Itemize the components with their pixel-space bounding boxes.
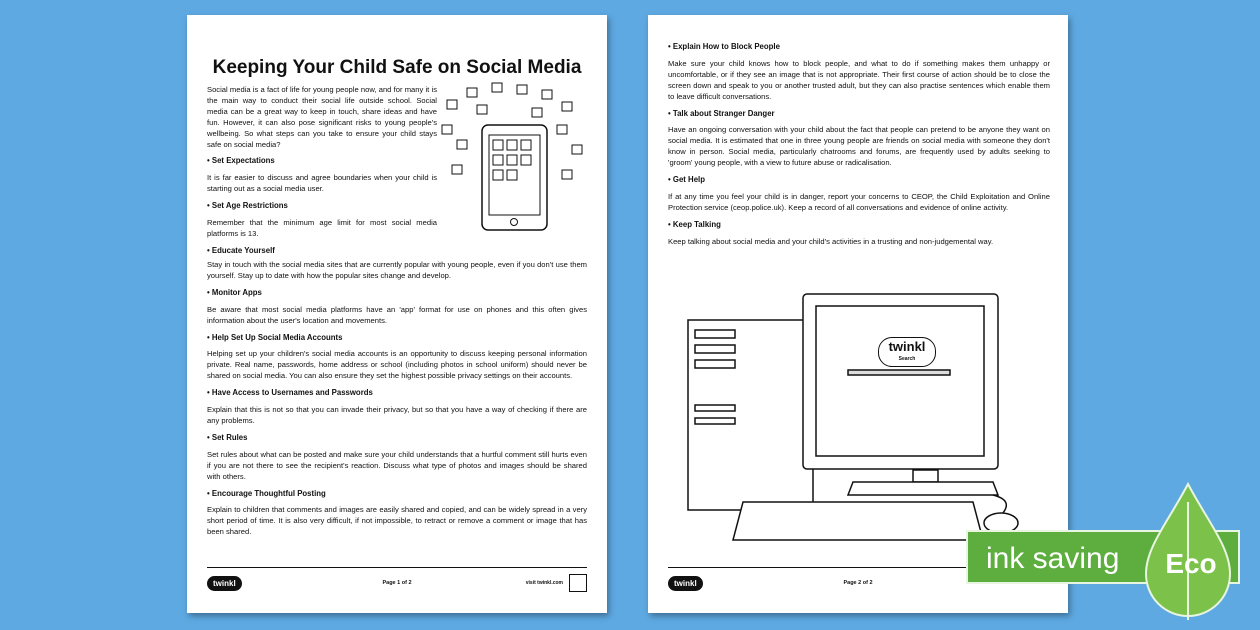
- section-heading: • Educate Yourself: [207, 245, 275, 255]
- footer-url[interactable]: visit twinkl.com: [525, 580, 563, 586]
- page-footer: [207, 567, 587, 597]
- ink-saving-label: ink saving: [986, 542, 1120, 575]
- screen-logo-sub: Search: [898, 356, 916, 362]
- section-heading: • Get Help: [668, 175, 705, 185]
- section-heading: • Set Age Restrictions: [207, 201, 288, 211]
- section-body: Explain to children that comments and images are easily shared and copied, and can be widely spread in a very short period of time. It is also very difficult, if not impossible, to retract or remove a comment or image that has been shared.: [207, 505, 587, 537]
- section-body: Remember that the minimum age limit for most social media platforms is 13.: [207, 218, 437, 238]
- section-body: It is far easier to discuss and agree boundaries when your child is starting out as a social media user.: [207, 173, 437, 194]
- computer-illustration: [683, 290, 1033, 550]
- section-heading: • Set Rules: [207, 432, 248, 442]
- section-heading: • Help Set Up Social Media Accounts: [207, 332, 343, 342]
- section-body: If at any time you feel your child is in danger, report your concerns to CEOP, the Child Exploitation and Online Protection service (ceop.police.uk). Keep a record of all conversations and evidence of online activity.: [668, 191, 1050, 212]
- page-1: [187, 15, 607, 613]
- page-title: Keeping Your Child Safe on Social Media: [212, 57, 582, 78]
- page-number: Page 2 of 2: [843, 580, 873, 586]
- section-body: Helping set up your children's social media accounts is an opportunity to discuss keeping personal information private. Real name, passwords, home address or school (including photos in school uniform) should never be shared on social media. You can also ensure they set the highest possible privacy settings on their accounts.: [207, 349, 587, 381]
- section-heading: • Set Expectations: [207, 156, 275, 166]
- section-heading: • Keep Talking: [668, 219, 721, 229]
- intro-text: Social media is a fact of life for young people now, and for many it is the main way to conduct their social life outside school. Social media can be a great way to keep in touch, share ideas and have fun. However, it can also pose significant risks to young people's wellbeing. So what steps can you take to ensure your child stays safe on social media?: [207, 85, 437, 149]
- section-heading: • Encourage Thoughtful Posting: [207, 488, 326, 498]
- section-body: Make sure your child knows how to block people, and what to do if something makes them unhappy or uncomfortable, or if they see an image that is not appropriate. Their first course of action should be to close the screen down and speak to you or another trusted adult, but they can also practise sentences which enable them to leave difficult conversations.: [668, 58, 1050, 101]
- section-body: Keep talking about social media and your child's activities in a trusting and non-judgemental way.: [668, 236, 994, 246]
- twinkl-logo: twinkl: [207, 576, 242, 591]
- section-heading: • Explain How to Block People: [668, 42, 780, 51]
- quality-badge-icon: [569, 574, 587, 592]
- section-body: Explain that this is not so that you can invade their privacy, but so that you have a way of checking if there are any problems.: [207, 405, 587, 425]
- page-2: [648, 15, 1068, 613]
- tablet-illustration: [437, 80, 592, 240]
- section-body: Stay in touch with the social media sites that are currently popular with young people, even if you don't use them yourself. Stay up to date with how the popular sites change and develop.: [207, 260, 587, 280]
- page-number: Page 1 of 2: [382, 580, 412, 586]
- screen-search-logo: [878, 337, 936, 367]
- twinkl-logo: twinkl: [668, 576, 703, 591]
- section-body: Have an ongoing conversation with your child about the fact that people can pretend to be anyone they want on social media. It is estimated that one in three young people are friends on social media with someone they don't know in person. Social media, particularly chatrooms and forums, are frequently used by adults seeking to 'groom' young people, with a view to future abuse or radicalisation.: [668, 125, 1050, 168]
- eco-label: Eco: [1165, 548, 1217, 579]
- section-body: Set rules about what can be posted and make sure your child understands that a hurtful comment still hurts even if you are not there to see the recipient's reaction. Discuss what type of photos and images should be shared with others.: [207, 449, 587, 481]
- screen-logo-text: twinkl: [888, 339, 926, 354]
- eco-drop-badge: [1138, 482, 1238, 622]
- section-body: Be aware that most social media platforms have an 'app' format for use on phones and this often gives information about the user's location and movements.: [207, 304, 587, 325]
- section-heading: • Talk about Stranger Danger: [668, 108, 775, 118]
- section-heading: • Have Access to Usernames and Passwords: [207, 388, 373, 398]
- section-heading: • Monitor Apps: [207, 287, 262, 297]
